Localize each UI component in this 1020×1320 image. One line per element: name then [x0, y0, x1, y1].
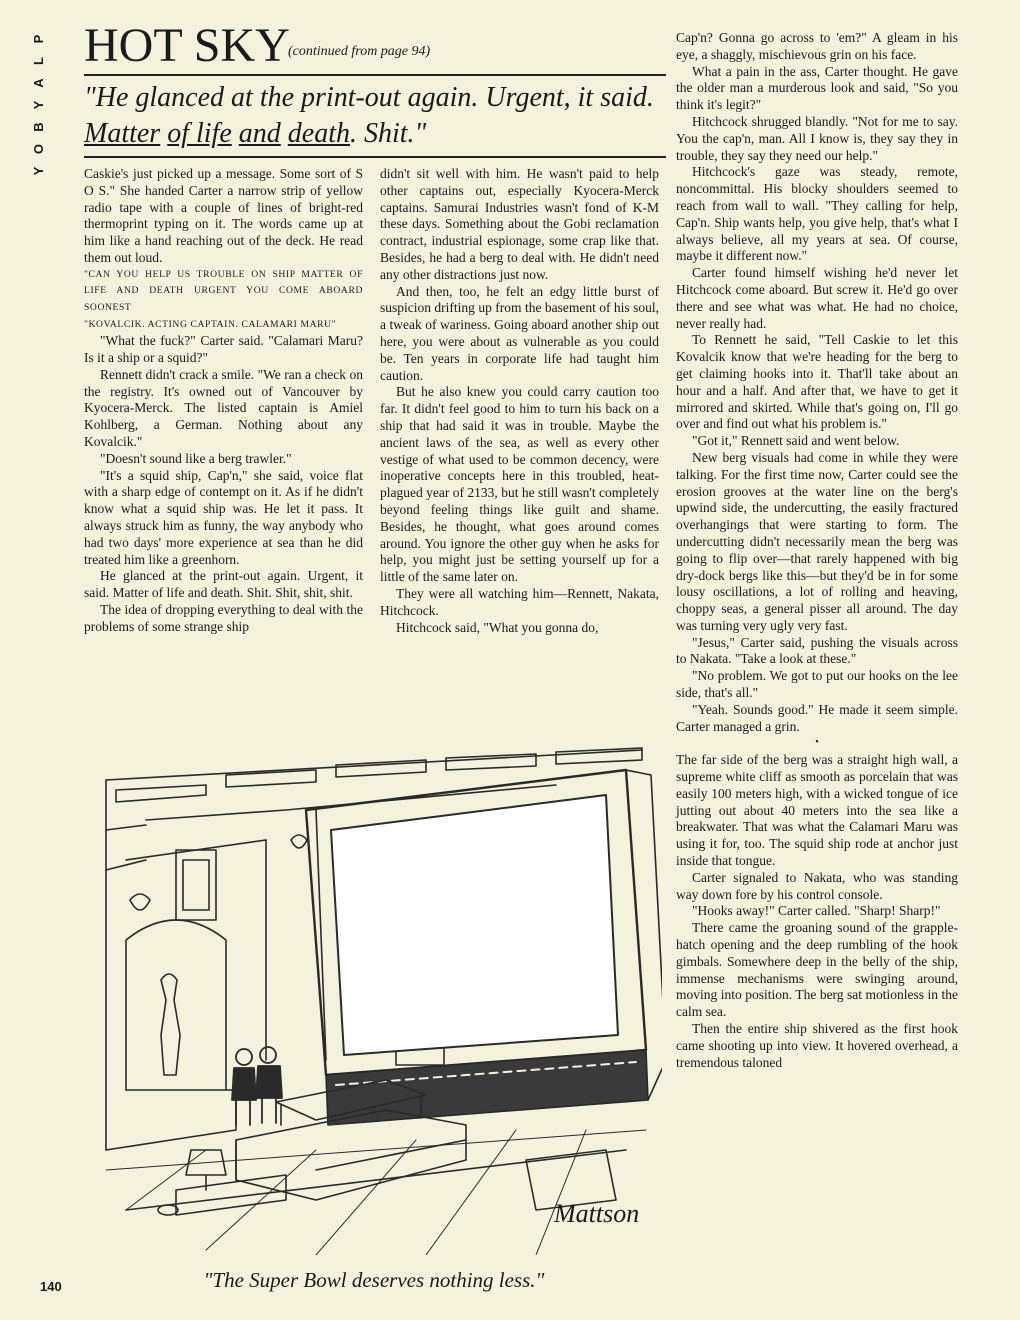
radio-message: "CAN YOU HELP US TROUBLE ON SHIP MATTER OF LIFE AND DEATH URGENT YOU COME ABOARD SOONEST	[84, 268, 363, 313]
paragraph: There came the groaning sound of the grapple-hatch opening and the deep rumbling of the hook gimbals. Somewhere deep in the belly of the ship, immense mechanisms were swinging around, moving into position. The berg sat motionless in the calm sea.	[676, 920, 958, 1020]
radio-message-signature: "KOVALCIK. ACTING CAPTAIN. CALAMARI MARU"	[84, 318, 337, 330]
section-break-dot: •	[815, 737, 819, 749]
paragraph: The far side of the berg was a straight high wall, a supreme white cliff as smooth as porcelain that was easily 100 meters high, with a wicked tongue of ice jutting out about 40 meters into the sea like a breakwater. That was what the Calamari Maru was using it for, too. The squid ship rode at anchor just inside that tongue.	[676, 752, 958, 869]
magazine-letter: Y	[31, 166, 46, 176]
paragraph: "Hooks away!" Carter called. "Sharp! Sharp!"	[692, 903, 941, 919]
text-column-1	[84, 166, 363, 636]
paragraph: And then, too, he felt an edgy little burst of suspicion drifting up from the basement of his soul, a tweak of wariness. Going aboard another ship out here, you were about as vulnerable as you could be. Ten years in corporate life had taught him caution.	[380, 283, 659, 383]
paragraph: Then the entire ship shivered as the first hook came shooting up into view. It hovered overhead, a tremendous taloned	[676, 1021, 958, 1070]
cartoonist-signature: Mattson	[554, 1199, 640, 1228]
paragraph: didn't sit well with him. He wasn't paid to help other captains out, especially Kyocera-Merck captains. Samurai Industries wasn't fond of K-M these days. Something about the Gobi reclamation contract, industrial espionage, some crap like that. Besides, he had a berg to deal with. He didn't need any other distractions just now.	[380, 166, 659, 282]
floor-tiles	[106, 1130, 646, 1255]
paragraph: "Got it," Rennett said and went below.	[692, 433, 900, 449]
text-column-3	[676, 30, 958, 1071]
pull-quote-underline: death	[287, 118, 350, 149]
paragraph: "Doesn't sound like a berg trawler."	[100, 450, 292, 466]
magazine-letter: Y	[31, 100, 46, 110]
paragraph: "It's a squid ship, Cap'n," she said, voice flat with a sharp edge of contempt on it. As if he didn't know what a squid ship was. He let it pass. It always struck him as funny, the way anybody who had two days' more experience at sea than he did treated him like a greenhorn.	[84, 467, 363, 567]
arched-niche	[126, 920, 226, 1090]
paragraph: But he also knew you could carry caution too far. It didn't feel good to him to turn his back on a ship that had said it was in trouble. Maybe the ancient laws of the sea, as well as every other vestige of what used to be common decency, were inoperative concepts here in this troubled, heat-plagued year of 2133, but he still wasn't completely beyond feeling things like guilt and shame. Besides, he thought, what goes around comes around. You ignore the other guy when he asks for help, you might just be setting yourself up for a little of the same later on.	[380, 384, 659, 585]
paragraph: They were all watching him—Rennett, Nakata, Hitchcock.	[380, 585, 659, 618]
paragraph: Carter found himself wishing he'd never let Hitchcock come aboard. But screw it. He'd go over there and see what was what. He had no choice, never really had.	[676, 265, 958, 331]
paragraph: Carter signaled to Nakata, who was standing way down fore by his control console.	[676, 869, 958, 902]
paragraph: The idea of dropping everything to deal with the problems of some strange ship	[84, 601, 363, 634]
two-men-figures	[232, 1047, 282, 1125]
paragraph: Hitchcock shrugged blandly. "Not for me to say. You the cap'n, man. All I know is, they say they in trouble, they say they need our help."	[676, 113, 958, 163]
pull-quote-underline: and	[238, 118, 281, 149]
pull-quote-underline: Matter	[84, 118, 161, 149]
paragraph: Hitchcock's gaze was steady, remote, noncommittal. His blocky shoulders seemed to reach from wall to wall. "They calling for help, Cap'n. Ship wants help, you give help, that's what I always believe, all my years at sea. Of course, maybe it different now."	[676, 164, 958, 264]
cartoon-caption: "The Super Bowl deserves nothing less."	[203, 1268, 545, 1292]
pull-quote-text: . Shit."	[349, 118, 427, 149]
paragraph: He glanced at the print-out again. Urgent, it said. Matter of life and death. Shit. Shit, shit, shit.	[84, 568, 363, 601]
header-rule-bottom	[84, 156, 666, 158]
paragraph: Hitchcock said, "What you gonna do,	[396, 619, 599, 635]
telephone	[158, 1205, 178, 1215]
continued-note: (continued from page 94)	[288, 44, 431, 59]
text-column-2	[380, 166, 659, 636]
page-number: 140	[40, 1279, 62, 1294]
paragraph: "No problem. We got to put our hooks on the lee side, that's all."	[676, 668, 958, 701]
paragraph: Caskie's just picked up a message. Some sort of S O S." She handed Carter a narrow strip of yellow radio tape with a couple of lines of bright-red thermoprint typing on it. The words came up at him like a hand reaching out of the deck. He read them out loud.	[84, 166, 363, 265]
paragraph: To Rennett he said, "Tell Caskie to let this Kovalcik know that we're heading for the berg to get claiming hooks into it. That'll take about an hour and a half. And after that, we have to get it mirrored and skirted. While that's going on, I'll go over and find out what his problem is."	[676, 332, 958, 432]
magazine-letter: L	[31, 57, 46, 65]
paragraph: Cap'n? Gonna go across to 'em?" A gleam in his eye, a shaggly, mischievous grin on his face.	[676, 30, 958, 62]
magazine-letter: B	[31, 122, 46, 132]
side-table	[176, 1175, 286, 1215]
magazine-letter: P	[31, 34, 46, 44]
pull-quote-text: "He glanced at the print-out again. Urgent, it said.	[84, 82, 654, 113]
magazine-vertical-label	[28, 28, 50, 182]
article-title: HOT SKY	[84, 19, 290, 72]
giant-tv-screen	[306, 770, 662, 1125]
header-rule-top	[84, 74, 666, 76]
paragraph: "Jesus," Carter said, pushing the visuals across to Nakata. "Take a look at these."	[676, 634, 958, 667]
paragraph: "Yeah. Sounds good." He made it seem simple. Carter managed a grin.	[676, 701, 958, 734]
paragraph: What a pain in the ass, Carter thought. He gave the older man a murderous look and said, "So you think it's legit?"	[676, 63, 958, 113]
pull-quote-underline: of life	[167, 118, 232, 149]
magazine-letter: A	[31, 78, 46, 88]
wall-sconce	[130, 894, 150, 910]
cartoon-illustration	[86, 730, 662, 1255]
paragraph: Rennett didn't crack a smile. "We ran a check on the registry. It's owned out of Vancouver by Kyocera-Merck. The listed captain is Amiel Kohlberg, a German. Nothing about any Kovalcik."	[84, 366, 363, 449]
paragraph: "What the fuck?" Carter said. "Calamari Maru? Is it a ship or a squid?"	[84, 333, 363, 365]
paragraph: New berg visuals had come in while they were talking. For the first time now, Carter could see the erosion grooves at the water line on the berg's upwind side, the undercutting, the easily fractured overhangings that were starting to form. The undercutting didn't necessarily mean the berg was going to flip over—that rarely happened with big dry-dock bergs like this—but they'd be in for some lousy oscillations, a lot of rolling and heaving, choppy seas, a general pisser all around. The day was turning very ugly very fast.	[676, 449, 958, 633]
pull-quote	[84, 80, 674, 152]
magazine-letter: O	[31, 143, 46, 155]
